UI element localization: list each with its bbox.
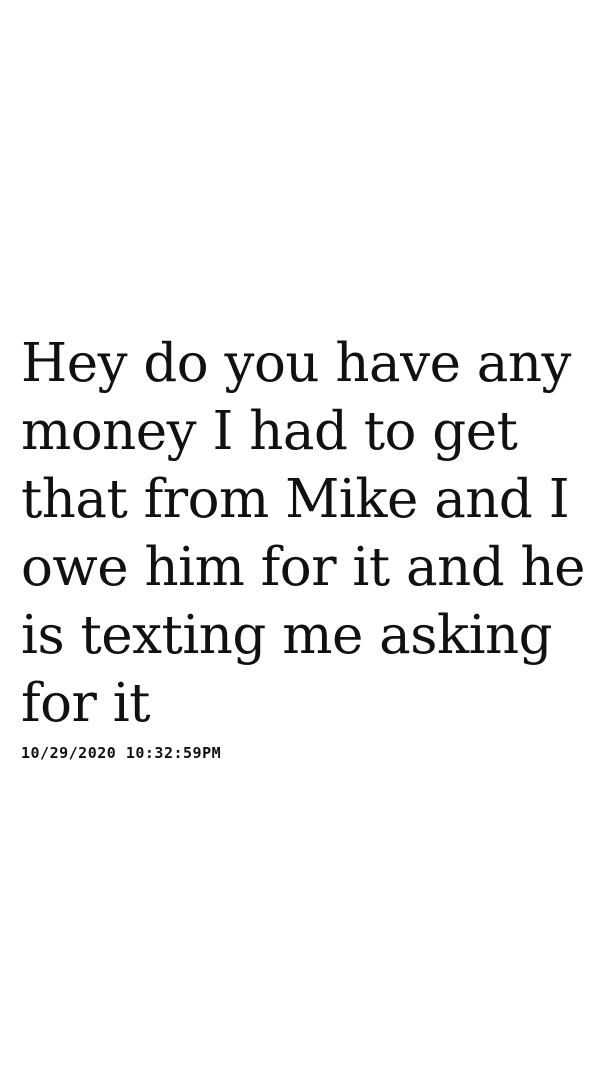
message-line: is texting me asking	[21, 605, 553, 666]
message-line: that from Mike and I	[21, 469, 570, 530]
message-line: for it	[21, 673, 150, 734]
message-line: owe him for it and he	[21, 537, 585, 598]
message-text	[21, 330, 593, 738]
message-block	[21, 330, 593, 762]
message-line: Hey do you have any	[21, 333, 571, 394]
message-line: money I had to get	[21, 401, 518, 462]
message-timestamp: 10/29/2020 10:32:59PM	[21, 744, 222, 762]
